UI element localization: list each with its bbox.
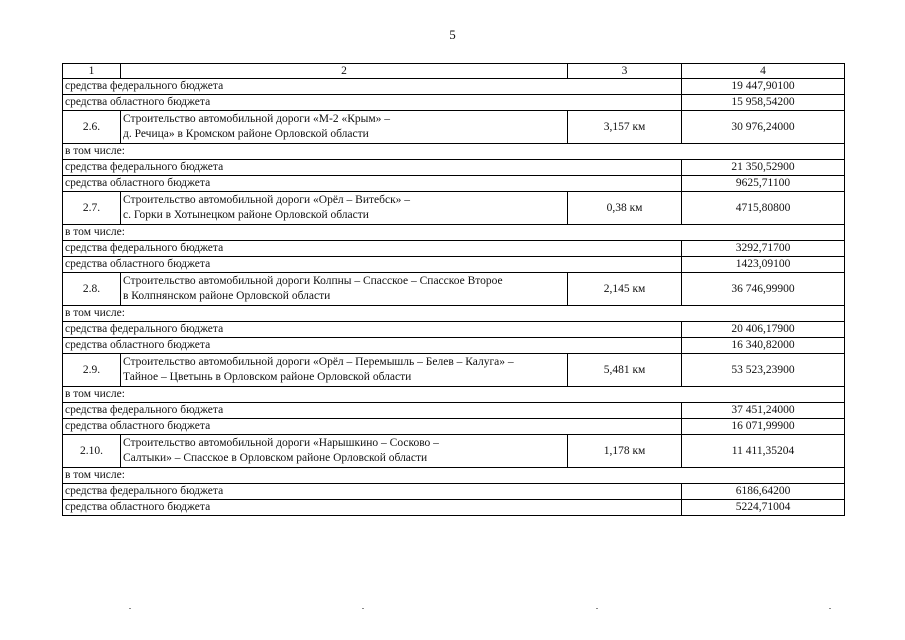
row-label: средства областного бюджета [63, 257, 682, 273]
project-number: 2.9. [63, 354, 121, 387]
including-row [63, 387, 845, 403]
including-row [63, 144, 845, 160]
budget-source-row [63, 338, 845, 354]
row-label: средства федерального бюджета [63, 79, 682, 95]
including-row [63, 306, 845, 322]
header-cell: 2 [121, 64, 568, 79]
row-label: в том числе: [63, 468, 845, 484]
page-number: 5 [449, 27, 456, 42]
project-description-line: Тайное – Цветынь в Орловском районе Орловской области [123, 371, 412, 383]
row-amount: 3292,71700 [682, 241, 845, 257]
project-amount: 53 523,23900 [682, 354, 845, 387]
project-description-line: Строительство автомобильной дороги Колпны – Спасское – Спасское Второе [123, 275, 503, 287]
row-amount: 1423,09100 [682, 257, 845, 273]
row-label: средства областного бюджета [63, 500, 682, 516]
project-amount: 11 411,35204 [682, 435, 845, 468]
project-description-line: Строительство автомобильной дороги «Орёл – Перемышль – Белев – Калуга» – [123, 356, 514, 368]
project-description-line: Строительство автомобильной дороги «М-2 «Крым» – [123, 113, 390, 125]
header-cell: 3 [568, 64, 682, 79]
row-label: в том числе: [63, 225, 845, 241]
row-label: средства областного бюджета [63, 95, 682, 111]
row-amount: 16 071,99900 [682, 419, 845, 435]
project-amount: 30 976,24000 [682, 111, 845, 144]
project-amount: 36 746,99900 [682, 273, 845, 306]
project-description [121, 435, 568, 468]
row-amount: 37 451,24000 [682, 403, 845, 419]
project-row [63, 111, 845, 144]
row-amount: 16 340,82000 [682, 338, 845, 354]
budget-source-row [63, 257, 845, 273]
budget-source-row [63, 176, 845, 192]
project-row [63, 435, 845, 468]
row-label: средства федерального бюджета [63, 484, 682, 500]
budget-source-row [63, 160, 845, 176]
budget-source-row [63, 500, 845, 516]
project-description [121, 111, 568, 144]
row-amount: 19 447,90100 [682, 79, 845, 95]
row-label: средства областного бюджета [63, 338, 682, 354]
header-cell: 4 [682, 64, 845, 79]
project-length: 0,38 км [568, 192, 682, 225]
project-length: 3,157 км [568, 111, 682, 144]
budget-source-row [63, 95, 845, 111]
project-number: 2.10. [63, 435, 121, 468]
project-description-line: д. Речица» в Кромском районе Орловской области [123, 128, 369, 140]
row-label: средства федерального бюджета [63, 160, 682, 176]
project-description [121, 192, 568, 225]
row-label: средства областного бюджета [63, 419, 682, 435]
project-row [63, 192, 845, 225]
row-amount: 15 958,54200 [682, 95, 845, 111]
budget-source-row [63, 241, 845, 257]
project-length: 1,178 км [568, 435, 682, 468]
budget-source-row [63, 419, 845, 435]
project-amount: 4715,80800 [682, 192, 845, 225]
project-description [121, 273, 568, 306]
row-label: средства областного бюджета [63, 176, 682, 192]
row-amount: 21 350,52900 [682, 160, 845, 176]
including-row [63, 468, 845, 484]
budget-source-row [63, 403, 845, 419]
table-header-row [63, 64, 845, 79]
row-amount: 6186,64200 [682, 484, 845, 500]
budget-source-row [63, 484, 845, 500]
row-label: в том числе: [63, 144, 845, 160]
budget-table [62, 63, 845, 516]
header-cell: 1 [63, 64, 121, 79]
project-description-line: Строительство автомобильной дороги «Нарышкино – Сосково – [123, 437, 439, 449]
row-label: в том числе: [63, 387, 845, 403]
project-length: 2,145 км [568, 273, 682, 306]
including-row [63, 225, 845, 241]
row-amount: 9625,71100 [682, 176, 845, 192]
project-number: 2.8. [63, 273, 121, 306]
project-row [63, 354, 845, 387]
row-label: средства федерального бюджета [63, 241, 682, 257]
row-label: в том числе: [63, 306, 845, 322]
project-description [121, 354, 568, 387]
project-description-line: с. Горки в Хотынецком районе Орловской области [123, 209, 369, 221]
budget-source-row [63, 322, 845, 338]
scan-dots [0, 608, 905, 614]
project-length: 5,481 км [568, 354, 682, 387]
project-description-line: Салтыки» – Спасское в Орловском районе Орловской области [123, 452, 428, 464]
project-description-line: в Колпнянском районе Орловской области [123, 290, 331, 302]
project-number: 2.7. [63, 192, 121, 225]
row-label: средства федерального бюджета [63, 322, 682, 338]
row-amount: 20 406,17900 [682, 322, 845, 338]
project-description-line: Строительство автомобильной дороги «Орёл – Витебск» – [123, 194, 411, 206]
budget-source-row [63, 79, 845, 95]
row-amount: 5224,71004 [682, 500, 845, 516]
row-label: средства федерального бюджета [63, 403, 682, 419]
project-row [63, 273, 845, 306]
project-number: 2.6. [63, 111, 121, 144]
